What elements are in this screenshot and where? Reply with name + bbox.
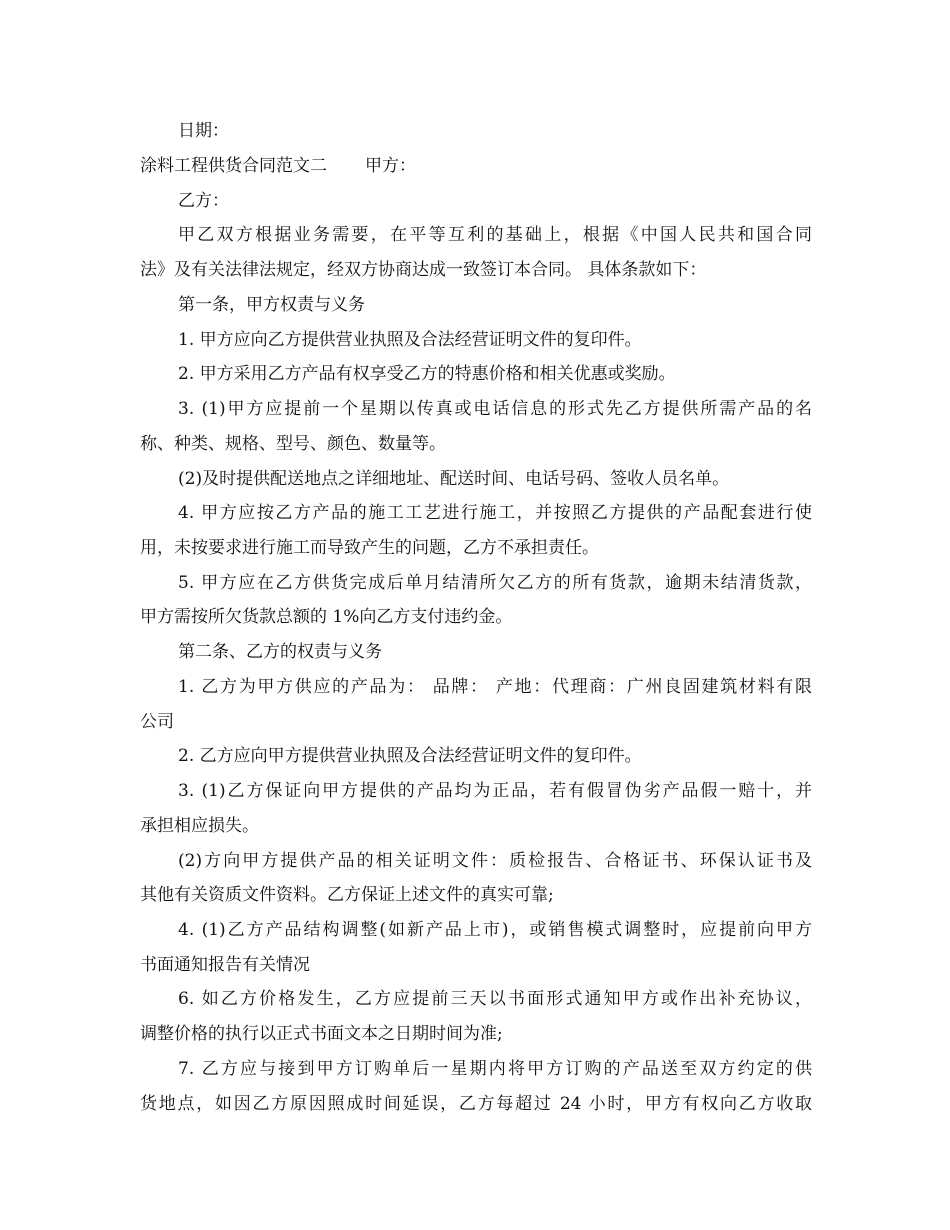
document-title: 涂料工程供货合同范文二: [140, 156, 327, 176]
article-1-clause-4-line-1: 4. 甲方应按乙方产品的施工工艺进行施工，并按照乙方提供的产品配套进行使: [178, 503, 812, 523]
preamble-line-1: 甲乙双方根据业务需要，在平等互利的基础上，根据《中国人民共和国合同: [178, 225, 812, 245]
article-1-clause-5-line-2: 甲方需按所欠货款总额的 1%向乙方支付违约金。: [140, 607, 513, 627]
article-2-clause-4-line-1: 4. (1)乙方产品结构调整(如新产品上市)，或销售模式调整时，应提前向甲方: [178, 920, 812, 940]
article-2-clause-3-line-1: 3. (1)乙方保证向甲方提供的产品均为正品，若有假冒伪劣产品假一赔十，并: [178, 781, 812, 801]
article-2-clause-3-item-2-line-1: (2)方向甲方提供产品的相关证明文件：质检报告、合格证书、环保认证书及: [178, 851, 812, 871]
article-1-clause-1: 1. 甲方应向乙方提供营业执照及合法经营证明文件的复印件。: [178, 330, 642, 350]
article-2-clause-1-line-2: 公司: [140, 712, 174, 732]
preamble-line-2: 法》及有关法律法规定，经双方协商达成一致签订本合同。 具体条款如下：: [140, 260, 707, 280]
article-1-clause-3-line-1: 3. (1)甲方应提前一个星期以传真或电话信息的形式先乙方提供所需产品的名: [178, 399, 812, 419]
article-1-heading: 第一条，甲方权责与义务: [178, 295, 365, 315]
article-2-clause-3-line-2: 承担相应损失。: [140, 816, 259, 836]
title-party-a-line: [140, 149, 812, 183]
article-1-clause-3-item-2: (2)及时提供配送地点之详细地址、配送时间、电话号码、签收人员名单。: [178, 469, 730, 489]
article-2-heading: 第二条、乙方的权责与义务: [178, 642, 382, 662]
article-2-clause-3-item-2-line-2: 其他有关资质文件资料。乙方保证上述文件的真实可靠;: [140, 885, 554, 905]
article-2-clause-1-line-1: 1. 乙方为甲方供应的产品为： 品牌： 产地：代理商：广州良固建筑材料有限: [178, 677, 812, 697]
article-1-clause-4-line-2: 用，未按要求进行施工而导致产生的问题，乙方不承担责任。: [140, 538, 599, 558]
article-2-clause-6-line-2: 调整价格的执行以正式书面文本之日期时间为准;: [140, 1024, 503, 1044]
article-2-clause-6-line-1: 6. 如乙方价格发生，乙方应提前三天以书面形式通知甲方或作出补充协议，: [178, 989, 812, 1009]
article-1-clause-3-line-2: 称、种类、规格、型号、颜色、数量等。: [140, 434, 446, 454]
party-b-label: 乙方：: [178, 191, 229, 211]
article-2-clause-7-line-1: 7. 乙方应与接到甲方订购单后一星期内将甲方订购的产品送至双方约定的供: [178, 1059, 812, 1079]
article-2-clause-7-line-2: 货地点，如因乙方原因照成时间延误，乙方每超过 24 小时，甲方有权向乙方收取: [140, 1094, 812, 1114]
party-a-label: 甲方：: [365, 156, 416, 176]
article-2-clause-4-line-2: 书面通知报告有关情况: [140, 955, 310, 975]
date-line: 日期：: [178, 121, 229, 141]
article-2-clause-2: 2. 乙方应向甲方提供营业执照及合法经营证明文件的复印件。: [178, 746, 642, 766]
article-1-clause-5-line-1: 5. 甲方应在乙方供货完成后单月结清所欠乙方的所有货款，逾期未结清货款，: [178, 573, 812, 593]
article-1-clause-2: 2. 甲方采用乙方产品有权享受乙方的特惠价格和相关优惠或奖励。: [178, 364, 676, 384]
